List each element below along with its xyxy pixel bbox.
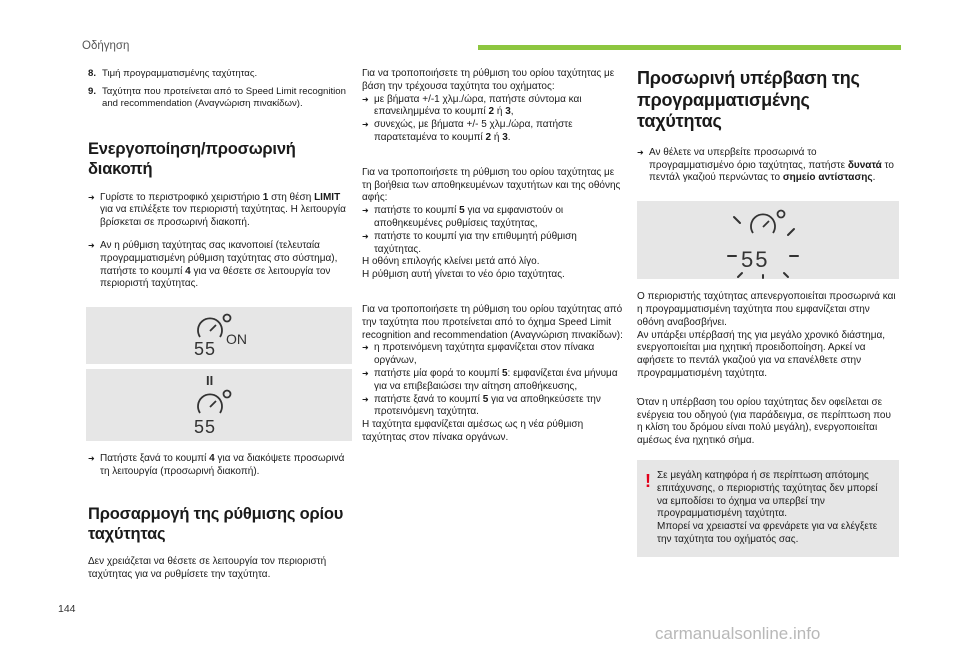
display-on-image [86, 307, 352, 364]
arrow-bullet-icon: ➜ [88, 192, 95, 202]
bullet-item: ➜ συνεχώς, με βήματα +/- 5 χλμ./ώρα, πατήστε παρατεταμένα το κουμπί 2 ή 3. [362, 119, 573, 143]
blinking-speedometer-icon [637, 201, 899, 279]
heading-override: Προσωρινή υπέρβαση της προγραμματισμένης ταχύτητας [637, 68, 860, 132]
section-header: Οδήγηση [82, 40, 130, 52]
bullet-item: ➜ η προτεινόμενη ταχύτητα εμφανίζεται στον πίνακα οργάνων, [362, 342, 595, 367]
bullet-item: ➜ πατήστε το κουμπί για την επιθυμητή ρύθμιση ταχύτητας. [362, 230, 577, 255]
pause-indicator: II [206, 373, 214, 389]
note-text: Σε μεγάλη κατηφόρα ή σε περίπτωση απότομης επιτάχυνσης, ο περιοριστής ταχύτητας δεν μπορεί να εμποδίσει το όχημα να υπερβεί την προγραμματισμένη ταχύτητα. [657, 469, 878, 520]
bullet-item: ➜ Αν θέλετε να υπερβείτε προσωρινά το προγραμματισμένο όριο ταχύτητας, πατήστε δυνατά το πεντάλ γκαζιού περνώντας το σημείο αντίστασης. [637, 146, 894, 184]
heading-adjust: Προσαρμογή της ρύθμισης ορίου ταχύτητας [88, 504, 344, 543]
paragraph: Δεν χρειάζεται να θέσετε σε λειτουργία τον περιοριστή ταχύτητας για να ρυθμίσετε την ταχύτητα. [88, 556, 327, 581]
warning-note [637, 460, 899, 557]
text-line: Η ρύθμιση αυτή γίνεται το νέο όριο ταχύτητας. [362, 269, 565, 281]
display-speed: 55 [194, 417, 217, 438]
note-text: Μπορεί να χρειαστεί να φρενάρετε για να ελέγξετε την ταχύτητα του οχήματός σας. [657, 521, 878, 545]
display-blinking-image [637, 201, 899, 279]
column-2 [362, 68, 624, 445]
heading-activation: Ενεργοποίηση/προσωρινή διακοπή [88, 139, 296, 178]
bullet-item: ➜ πατήστε ξανά το κουμπί 5 για να αποθηκεύσετε την προτεινόμενη ταχύτητα. [362, 393, 601, 418]
paragraph: Ο περιοριστής ταχύτητας απενεργοποιείται προσωρινά και η προγραμματισμένη ταχύτητα που εμφανίζεται στην οθόνη αναβοσβήνει. [637, 291, 896, 328]
arrow-bullet-icon: ➜ [362, 368, 369, 378]
paragraph: Αν υπάρξει υπέρβασή της για μεγάλο χρονικό διάστημα, ενεργοποιείται μια ηχητική προειδοποίηση. Αρκεί να αφήσετε το πεντάλ γκαζιού για να επανέλθετε στην προγραμματισμένη ταχύτητα. [637, 329, 886, 379]
bullet-item: ➜ πατήστε το κουμπί 5 για να εμφανιστούν οι αποθηκευμένες ρυθμίσεις ταχύτητας, [362, 205, 564, 229]
arrow-bullet-icon: ➜ [88, 240, 95, 250]
arrow-bullet-icon: ➜ [362, 343, 369, 353]
bullet-item: ➜ πατήστε μία φορά το κουμπί 5: εμφανίζεται ένα μήνυμα για να επιβεβαιώσει την αίτηση αποθήκευσης, [362, 367, 618, 392]
page-number: 144 [58, 603, 76, 615]
arrow-bullet-icon: ➜ [362, 94, 369, 104]
paragraph: Για να τροποποιήσετε τη ρύθμιση του ορίου ταχύτητας με τη βοήθεια των αποθηκευμένων ταχυτήτων και της οθόνης αφής: [362, 166, 621, 204]
arrow-bullet-icon: ➜ [362, 231, 369, 241]
bullet-item: ➜ Γυρίστε το περιστροφικό χειριστήριο 1 στη θέση LIMIT για να επιλέξετε τον περιοριστή ταχύτητας. Η λειτουργία βρίσκεται σε προσωρινή διακοπή. [88, 191, 346, 229]
paragraph: Για να τροποποιήσετε τη ρύθμιση του ορίου ταχύτητας με βάση την τρέχουσα ταχύτητα του οχήματος: [362, 68, 615, 92]
speedometer-icon [86, 369, 352, 441]
arrow-bullet-icon: ➜ [362, 394, 369, 404]
arrow-bullet-icon: ➜ [362, 206, 369, 216]
arrow-bullet-icon: ➜ [637, 147, 644, 157]
list-item: 9. Ταχύτητα που προτείνεται από το Speed Limit recognition and recommendation (Αναγνώριση πινακίδων). [88, 85, 346, 109]
display-speed: 55 [741, 247, 770, 273]
text-line: Η οθόνη επιλογής κλείνει μετά από λίγο. [362, 256, 540, 268]
paragraph: Όταν η υπέρβαση του ορίου ταχύτητας δεν οφείλεται σε ενέργεια του οδηγού (για παράδειγμα, σε περίπτωση που η κλίση του δρόμου είναι πολύ μεγάλη), ενεργοποιείται αμέσως ένα ηχητικό σήμα. [637, 396, 891, 447]
display-speed: 55 [194, 339, 217, 360]
text-line: Η ταχύτητα εμφανίζεται αμέσως ως η νέα ρύθμιση ταχύτητας στον πίνακα οργάνων. [362, 419, 584, 443]
bullet-item: ➜ Αν η ρύθμιση ταχύτητας σας ικανοποιεί (τελευταία προγραμματισμένη ρύθμιση ταχύτητας στο σύστημα), πατήστε το κουμπί 4 για να θέσετε σε λειτουργία τον περιοριστή ταχύτητας. [88, 239, 338, 290]
arrow-bullet-icon: ➜ [362, 120, 369, 130]
column-3 [637, 68, 899, 557]
list-item: 8. Τιμή προγραμματισμένης ταχύτητας. [88, 68, 258, 79]
bullet-item: ➜ με βήματα +/-1 χλμ./ώρα, πατήστε σύντομα και επανειλημμένα το κουμπί 2 ή 3, [362, 93, 582, 118]
column-1 [88, 68, 350, 591]
watermark: carmanualsonline.info [655, 624, 821, 643]
display-paused-image [86, 369, 352, 441]
display-status: ON [226, 331, 247, 348]
speedometer-icon [86, 307, 352, 364]
paragraph: Για να τροποποιήσετε τη ρύθμιση του ορίου ταχύτητας από την ταχύτητα που προτείνεται από το όχημα Speed Limit recognition and recommendation (Αναγνώριση πινακίδων): [362, 303, 623, 341]
warning-icon: ! [645, 470, 651, 491]
header-accent-bar [478, 45, 901, 50]
arrow-bullet-icon: ➜ [88, 454, 95, 464]
bullet-item: ➜ Πατήστε ξανά το κουμπί 4 για να διακόψετε προσωρινά τη λειτουργία (προσωρινή διακοπή). [88, 453, 345, 477]
